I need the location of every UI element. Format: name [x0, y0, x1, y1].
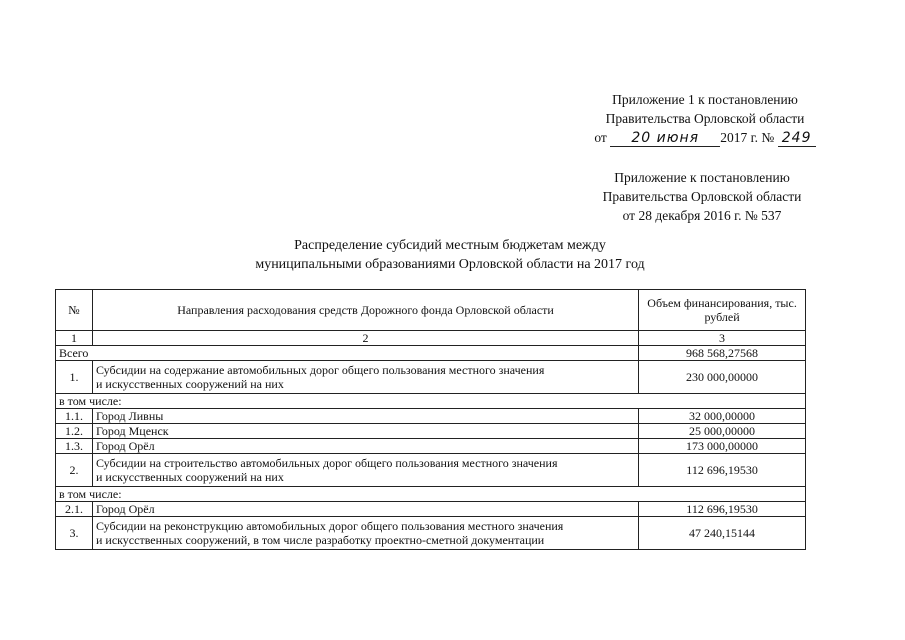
row-name-line2: и искусственных сооружений на них	[95, 470, 284, 484]
budget-table	[55, 289, 806, 550]
document-title-line1: Распределение субсидий местным бюджетам между	[294, 238, 606, 253]
table-row	[56, 361, 806, 394]
index-cell-3: 3	[639, 331, 806, 346]
row-amount: 32 000,00000	[639, 409, 806, 424]
row-amount: 47 240,15144	[639, 517, 806, 550]
row-name-line1: Субсидии на реконструкцию автомобильных дорог общего пользования местного значения	[95, 519, 564, 533]
row-amount: 112 696,19530	[639, 502, 806, 517]
row-num: 3.	[56, 517, 93, 550]
row-name	[92, 517, 638, 550]
row-name: Город Орёл	[92, 439, 638, 454]
row-num: 1.1.	[56, 409, 93, 424]
appendix-1-line1: Приложение 1 к постановлению	[612, 92, 798, 107]
document-title	[200, 236, 700, 274]
row-num: 2.1.	[56, 502, 93, 517]
table-row-including	[56, 394, 806, 409]
row-num: 1.	[56, 361, 93, 394]
appendix-2-line2: Правительства Орловской области	[602, 189, 802, 204]
including-label: в том числе:	[56, 394, 806, 409]
date-prefix: от	[594, 130, 607, 145]
row-name-line2: и искусственных сооружений, в том числе разработку проектно-сметной документации	[95, 533, 545, 547]
row-name: Город Ливны	[92, 409, 638, 424]
table-row	[56, 439, 806, 454]
appendix-1-header	[590, 90, 820, 147]
table-row-total	[56, 346, 806, 361]
row-num: 1.3.	[56, 439, 93, 454]
index-cell-1: 1	[56, 331, 93, 346]
appendix-2-line3: от 28 декабря 2016 г. № 537	[622, 208, 782, 223]
row-amount: 25 000,00000	[639, 424, 806, 439]
total-amount: 968 568,27568	[639, 346, 806, 361]
header-amount: Объем финансирования, тыс. рублей	[639, 290, 806, 331]
total-label: Всего	[56, 346, 639, 361]
header-name: Направления расходования средств Дорожного фонда Орловской области	[92, 290, 638, 331]
table-row-including	[56, 487, 806, 502]
table-row	[56, 409, 806, 424]
row-num: 1.2.	[56, 424, 93, 439]
handwritten-date: 20 июня	[610, 131, 720, 147]
handwritten-number: 249	[778, 131, 816, 147]
appendix-1-date-line	[590, 128, 820, 147]
row-amount: 230 000,00000	[639, 361, 806, 394]
table-index-row	[56, 331, 806, 346]
table-row	[56, 517, 806, 550]
row-amount: 173 000,00000	[639, 439, 806, 454]
table-header-row	[56, 290, 806, 331]
row-name-line2: и искусственных сооружений на них	[95, 377, 284, 391]
row-amount: 112 696,19530	[639, 454, 806, 487]
row-name: Город Орёл	[92, 502, 638, 517]
table-row	[56, 454, 806, 487]
document-title-line2: муниципальными образованиями Орловской области на 2017 год	[255, 257, 645, 272]
row-name	[92, 361, 638, 394]
appendix-1-line2: Правительства Орловской области	[605, 111, 805, 126]
header-num: №	[56, 290, 93, 331]
appendix-2-line1: Приложение к постановлению	[614, 170, 790, 185]
index-cell-2: 2	[92, 331, 638, 346]
row-name-line1: Субсидии на содержание автомобильных дорог общего пользования местного значения	[95, 363, 545, 377]
table-row	[56, 502, 806, 517]
table-row	[56, 424, 806, 439]
row-num: 2.	[56, 454, 93, 487]
appendix-2-header	[582, 168, 822, 225]
row-name	[92, 454, 638, 487]
row-name: Город Мценск	[92, 424, 638, 439]
row-name-line1: Субсидии на строительство автомобильных дорог общего пользования местного значения	[95, 456, 558, 470]
date-year: 2017 г. №	[720, 130, 775, 145]
including-label: в том числе:	[56, 487, 806, 502]
